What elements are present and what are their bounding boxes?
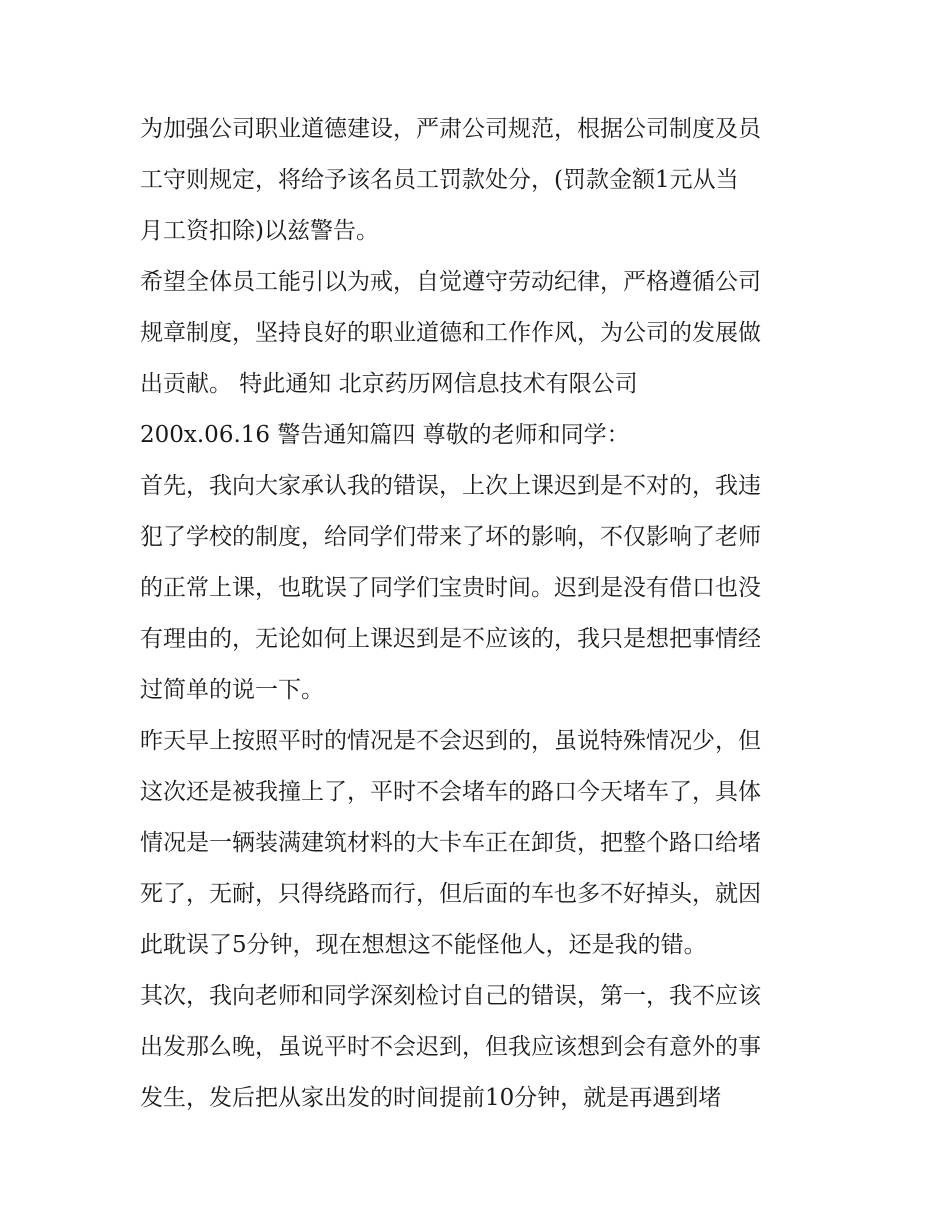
paragraph-apology-intro [140, 461, 820, 716]
document-body [140, 104, 820, 1124]
text-line: 死了，无耐，只得绕路而行，但后面的车也多不好掉头，就因 [140, 881, 761, 907]
paragraph-explanation [140, 716, 820, 971]
text-line: 月工资扣除)以兹警告。 [140, 218, 379, 244]
text-line: 情况是一辆装满建筑材料的大卡车正在卸货，把整个路口给堵 [140, 830, 761, 856]
text-line: 的正常上课，也耽误了同学们宝贵时间。迟到是没有借口也没 [140, 575, 761, 601]
text-line: 这次还是被我撞上了，平时不会堵车的路口今天堵车了，具体 [140, 779, 761, 805]
text-line: 工守则规定，将给予该名员工罚款处分，(罚款金额1元从当 [140, 167, 739, 193]
text-line: 过简单的说一下。 [140, 677, 324, 703]
text-line: 犯了学校的制度，给同学们带来了坏的影响，不仅影响了老师 [140, 524, 761, 550]
text-line: 昨天早上按照平时的情况是不会迟到的，虽说特殊情况少，但 [140, 728, 761, 754]
text-line: 出贡献。 特此通知 北京药历网信息技术有限公司 [140, 371, 638, 397]
text-line: 其次，我向老师和同学深刻检讨自己的错误，第一，我不应该 [140, 983, 761, 1009]
paragraph-warning-to-staff [140, 257, 820, 461]
text-line: 此耽误了5分钟，现在想想这不能怪他人，还是我的错。 [140, 932, 707, 958]
paragraph-self-criticism [140, 971, 820, 1124]
text-line: 有理由的，无论如何上课迟到是不应该的，我只是想把事情经 [140, 626, 761, 652]
text-line: 为加强公司职业道德建设，严肃公司规范，根据公司制度及员 [140, 116, 761, 142]
text-line: 希望全体员工能引以为戒，自觉遵守劳动纪律，严格遵循公司 [140, 269, 761, 295]
text-line: 出发那么晚，虽说平时不会迟到，但我应该想到会有意外的事 [140, 1034, 761, 1060]
paragraph-penalty-notice [140, 104, 820, 257]
text-line: 首先，我向大家承认我的错误，上次上课迟到是不对的，我违 [140, 473, 761, 499]
text-line: 发生，发后把从家出发的时间提前10分钟，就是再遇到堵 [140, 1085, 722, 1111]
text-line: 规章制度，坚持良好的职业道德和工作作风，为公司的发展做 [140, 320, 761, 346]
text-line: 200x.06.16 警告通知篇四 尊敬的老师和同学： [140, 422, 630, 448]
